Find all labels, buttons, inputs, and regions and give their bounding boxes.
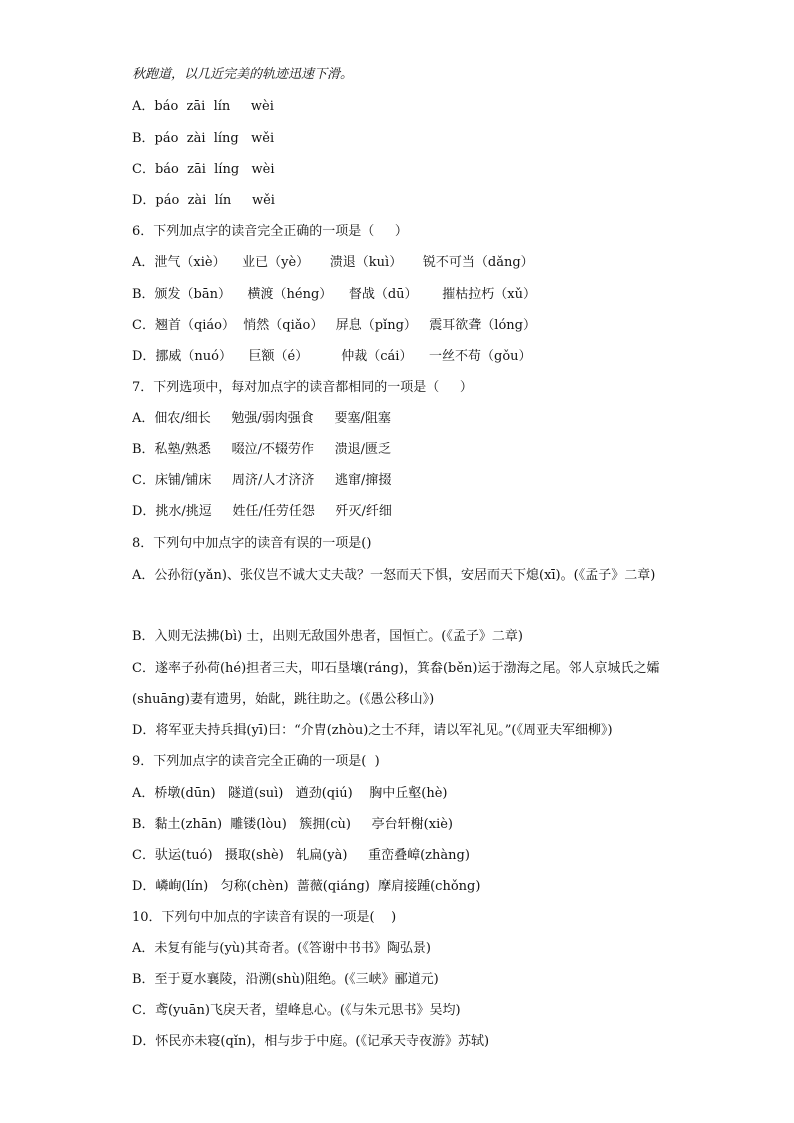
q5-option-c: C．báo zāi líng wèi — [132, 162, 275, 177]
passage-fragment: 秋跑道，以几近完美的轨迹迅速下滑。 — [132, 67, 354, 82]
q7-option-c: C．床铺/铺床 周济/人才济济 逃窜/撺掇 — [132, 473, 392, 488]
q5-option-a: A．báo zāi lín wèi — [132, 99, 274, 114]
q9-option-b: B．黏土(zhān) 雕镂(lòu) 簇拥(cù) 亭台轩榭(xiè) — [132, 817, 453, 832]
q10-option-a: A．未复有能与(yù)其奇者。(《答谢中书书》陶弘景) — [132, 941, 431, 956]
q9-option-d: D．嶙峋(lín) 匀称(chèn) 蔷薇(qiáng) 摩肩接踵(chǒng) — [132, 879, 481, 894]
q10-stem: 10．下列句中加点的字读音有误的一项是( ) — [132, 910, 397, 925]
q7-option-a: A．佃农/细长 勉强/弱肉强食 要塞/阻塞 — [132, 411, 391, 426]
q6-option-c: C．翘首（qiáo） 悄然（qiǎo） 屏息（pǐng） 震耳欲聋（lóng） — [132, 318, 536, 333]
q7-option-d: D．挑水/挑逗 姓任/任劳任怨 歼灭/纤细 — [132, 504, 392, 519]
q8-option-b: B．入则无法拂(bì) 士，出则无敌国外患者，国恒亡。(《孟子》二章) — [132, 629, 523, 644]
q8-option-d: D．将军亚夫持兵揖(yī)曰：“介胄(zhòu)之士不拜，请以军礼见。”(《周亚夫军细柳》) — [132, 723, 613, 738]
q5-option-d: D．páo zài lín wěi — [132, 193, 275, 208]
q9-option-c: C．驮运(tuó) 摄取(shè) 轧扁(yà) 重峦叠嶂(zhàng) — [132, 848, 470, 863]
q6-option-a: A．泄气（xiè） 业已（yè） 溃退（kuì） 锐不可当（dǎng） — [132, 255, 534, 270]
q7-stem: 7．下列选项中，每对加点字的读音都相同的一项是（ ） — [132, 380, 473, 395]
q9-option-a: A．桥墩(dūn) 隧道(suì) 遒劲(qiú) 胸中丘壑(hè) — [132, 786, 448, 801]
q8-option-c: C．遂率子孙荷(hé)担者三夫，叩石垦壤(ráng)，箕畚(běn)运于渤海之尾。邻人京城氏之孀(shuāng)妻有遗男，始龀，跳往助之。(《愚公移山》) — [132, 661, 660, 707]
q8-option-a: A．公孙衍(yǎn)、张仪岂不诚大丈夫哉？一怒而天下惧，安居而天下熄(xī)。(《孟子》二章) — [132, 568, 656, 583]
q10-option-c: C．鸢(yuān)飞戾天者，望峰息心。(《与朱元思书》吴均) — [132, 1003, 461, 1018]
q8-stem: 8．下列句中加点字的读音有误的一项是() — [132, 536, 372, 551]
q6-stem: 6．下列加点字的读音完全正确的一项是（ ） — [132, 224, 408, 239]
q6-option-b: B．颁发（bān） 横渡（héng） 督战（dū） 摧枯拉朽（xǔ） — [132, 287, 537, 302]
q7-option-b: B．私塾/熟悉 啜泣/不辍劳作 溃退/匮乏 — [132, 442, 392, 457]
q5-option-b: B．páo zài líng wěi — [132, 131, 275, 146]
q9-stem: 9．下列加点字的读音完全正确的一项是( ) — [132, 754, 380, 769]
q10-option-d: D．怀民亦未寝(qǐn)，相与步于中庭。(《记承天寺夜游》苏轼) — [132, 1034, 490, 1049]
q10-option-b: B．至于夏水襄陵，沿溯(shù)阻绝。(《三峡》郦道元) — [132, 972, 439, 987]
q6-option-d: D．挪威（nuó） 巨额（é） 仲裁（cái） 一丝不苟（gǒu） — [132, 349, 532, 364]
